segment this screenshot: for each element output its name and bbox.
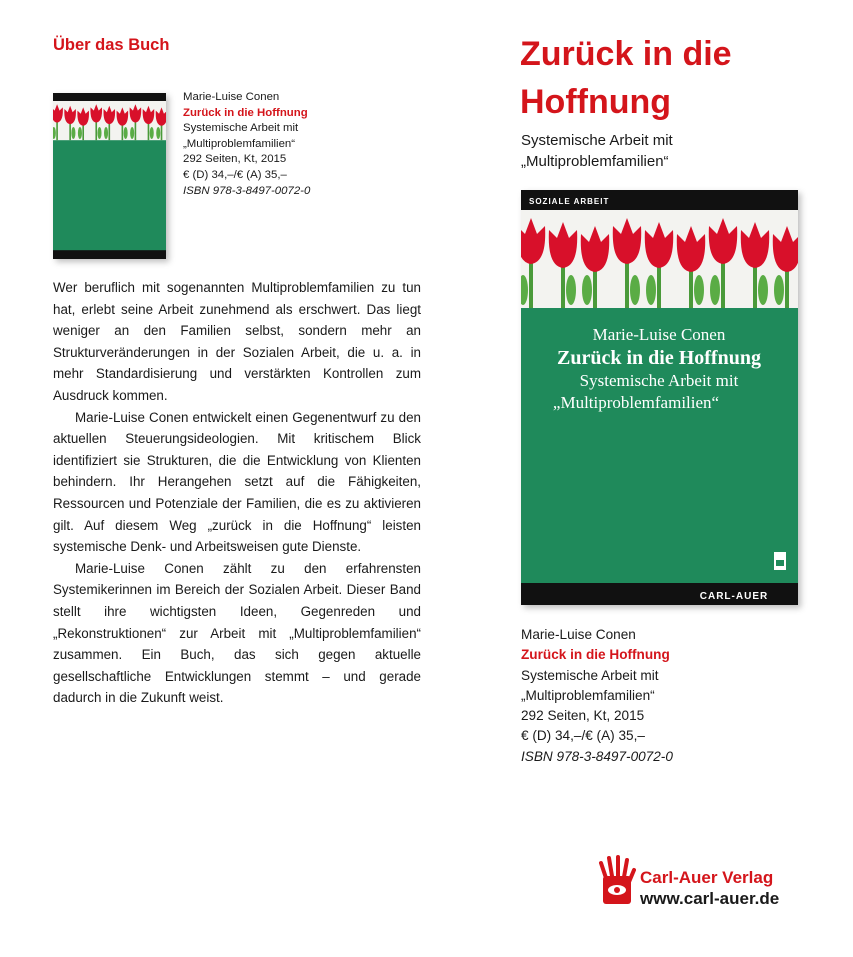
book-title-line-2: Hoffnung: [520, 83, 672, 121]
description-paragraph-2: Marie-Luise Conen entwickelt einen Gegenentwurf zu den aktuellen Steuerungsideologien. Mit kritischem Blick identifiziert sie Strukturen, die die Entwicklung von Klienten behindern. Ihr Herangehen setzt auf die Fähigkeiten, Ressourcen und Potenziale der Familien, die es zu aktivieren gilt. Auf diesem Weg „zurück in die Hoffnung“ leisten systemische Denk- und Arbeitsweisen gute Dienste.: [53, 409, 421, 555]
cover-subtitle-1: Systemische Arbeit mit: [579, 371, 739, 390]
cover-title: Zurück in die Hoffnung: [557, 347, 761, 369]
publisher-name: Carl-Auer Verlag: [640, 868, 774, 887]
book-subtitle-line-1: Systemische Arbeit mit: [521, 132, 673, 149]
cover-series-label: SOZIALE ARBEIT: [529, 197, 610, 206]
hand-eye-logo-icon: [598, 854, 636, 909]
small-book-pages: 292 Seiten, Kt, 2015: [183, 153, 287, 166]
small-book-price: € (D) 34,–/€ (A) 35,–: [183, 168, 287, 181]
book-description: [53, 277, 421, 709]
book-price: € (D) 34,–/€ (A) 35,–: [521, 728, 645, 744]
description-paragraph-3: Marie-Luise Conen zählt zu den erfahrensten Systemikerinnen im Bereich der Sozialen Arbeit. Dieser Band stellt ihre wichtigsten Ideen, Gegenreden und „Rekonstruktionen“ zur Arbeit mit „Multiproblemfamilien“ zusammen. Ein Buch, das sich gegen aktuelle gesellschaftliche Entwicklungen stemmt – und gerade dadurch in die Zukunft weist.: [53, 560, 421, 706]
book-pages: 292 Seiten, Kt, 2015: [521, 708, 645, 724]
book-title: Zurück in die Hoffnung: [521, 647, 670, 663]
cover-author: Marie-Luise Conen: [592, 325, 726, 344]
cover-publisher-logo-icon: [774, 552, 786, 570]
book-subtitle-info-1: Systemische Arbeit mit: [521, 667, 659, 683]
tulip-image: [521, 210, 798, 308]
book-subtitle: [521, 130, 841, 172]
small-book-info: [183, 90, 413, 199]
small-book-cover: [53, 93, 166, 259]
small-book-isbn: ISBN 978-3-8497-0072-0: [183, 184, 311, 197]
section-heading: Über das Buch: [53, 36, 170, 54]
small-book-subtitle-2: „Multiproblemfamilien“: [183, 137, 296, 150]
book-author: Marie-Luise Conen: [521, 627, 636, 642]
book-title-heading: [520, 30, 840, 126]
large-book-cover: [521, 190, 798, 605]
description-paragraph-1: Wer beruflich mit sogenannten Multiproblemfamilien zu tun hat, erlebt seine Arbeit zunehmend als erschwert. Das liegt weniger an den Familien selbst, sondern mehr an Strukturveränderungen in der Sozialen Arbeit, die u. a. in mehr Standardisierung und verstärkten Kontrollen zum Ausdruck kommen.: [53, 280, 421, 403]
publisher-url[interactable]: www.carl-auer.de: [640, 889, 780, 908]
cover-subtitle-2: „Multiproblemfamilien“: [552, 393, 720, 412]
small-book-subtitle-1: Systemische Arbeit mit: [183, 122, 299, 135]
cover-publisher: CARL-AUER: [699, 591, 769, 602]
book-subtitle-line-2: „Multiproblemfamilien“: [521, 153, 669, 170]
large-book-info: [521, 625, 821, 767]
book-title-line-1: Zurück in die: [520, 35, 732, 73]
small-book-title: Zurück in die Hoffnung: [183, 106, 308, 119]
publisher-block: [598, 852, 798, 912]
book-isbn: ISBN 978-3-8497-0072-0: [521, 748, 673, 764]
book-subtitle-info-2: „Multiproblemfamilien“: [521, 687, 655, 703]
small-book-author: Marie-Luise Conen: [183, 91, 280, 103]
tulip-image: [53, 101, 166, 140]
